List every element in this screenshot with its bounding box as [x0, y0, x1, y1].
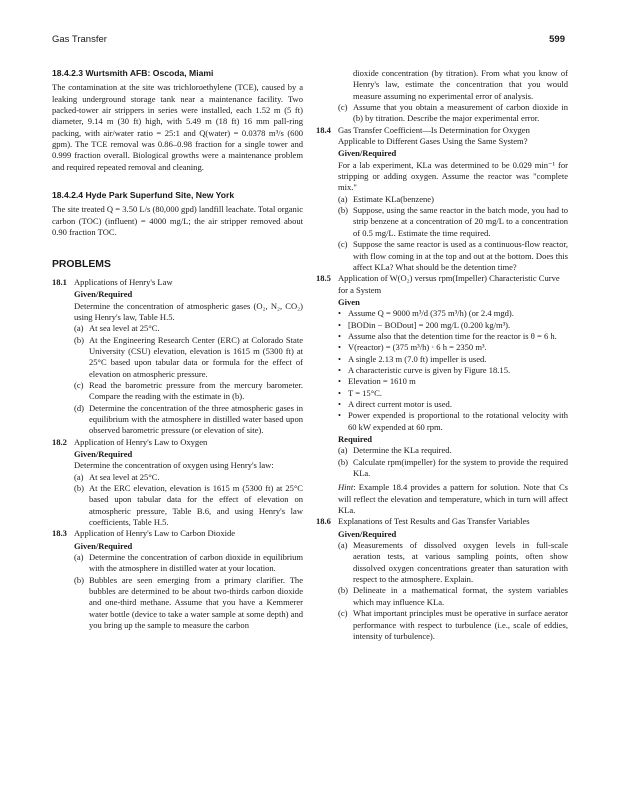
- required-label: Required: [338, 434, 373, 444]
- item-label: (c): [338, 608, 348, 619]
- hint-label: Hint: [338, 482, 354, 493]
- given-label: Given: [338, 296, 360, 307]
- problem-18-3-continued: [316, 68, 568, 125]
- bullet-icon: •: [338, 376, 341, 387]
- given-bullet: [338, 399, 568, 410]
- given-bullet: [338, 365, 568, 376]
- problem-item: [338, 445, 568, 456]
- bullet-text: Elevation = 1610 m: [348, 376, 416, 387]
- given-required-label: Given/Required: [338, 528, 397, 539]
- problem-18-5: [316, 273, 568, 516]
- hint-text: : Example 18.4 provides a pattern for solution. Note that Cs will reflect the elevation and temperature, which in turn will affect KLa.: [338, 482, 568, 516]
- item-text: Determine the concentration of carbon dioxide in equilibrium with the atmosphere in distilled water at your location.: [89, 552, 303, 574]
- bullet-text: Power expended is proportional to the rotational velocity with 60 kW expended at 60 rpm.: [348, 410, 568, 432]
- item-text: What important principles must be operative in surface aerator performance with respect to turbulence (i.e., scale of eddies, intensity of turbulence).: [353, 608, 568, 641]
- bullet-text: [BODin − BODout] = 200 mg/L (0.200 kg/m³).: [348, 319, 511, 330]
- given-required-label: Given/Required: [74, 289, 133, 300]
- item-label: (c): [74, 379, 84, 390]
- item-label: (b): [74, 483, 84, 493]
- given-bullet: [338, 376, 568, 387]
- problems-heading: PROBLEMS: [52, 259, 111, 271]
- problem-18-4: [316, 125, 568, 273]
- item-label: (a): [338, 540, 348, 551]
- bullet-icon: •: [338, 308, 341, 319]
- bullet-text: A direct current motor is used.: [348, 398, 452, 409]
- item-text: Bubbles are seen emerging from a primary clarifier. The bubbles are determined to be about two-thirds carbon dioxide and one-third methane. Assume that you have a Kemmerer water bottle (device to take a water sample at some depth) and you bring up the sample to measure the carbon: [89, 574, 303, 631]
- item-text: Measurements of dissolved oxygen levels in full-scale aeration tests, at various sampling points, often show dissolved oxygen concentrations greater than saturation with respect to the atmosphere. Explain.: [353, 540, 568, 585]
- item-label: (a): [74, 323, 84, 334]
- problem-item: [74, 575, 303, 632]
- problem-item: [74, 472, 303, 483]
- item-label: (a): [338, 193, 348, 204]
- right-column: [316, 68, 568, 642]
- item-text: Determine the KLa required.: [353, 445, 452, 456]
- item-label: (b): [338, 456, 348, 467]
- problem-item: [74, 403, 303, 437]
- item-label: (b): [74, 574, 84, 585]
- problem-title: Gas Transfer Coefficient—Is Determination for Oxygen Applicable to Different Gases Using the Same System?: [338, 124, 530, 147]
- item-label: (d): [74, 402, 84, 413]
- page-number: 599: [549, 34, 565, 45]
- problem-item: [338, 102, 568, 125]
- problem-18-2: [52, 437, 303, 529]
- problem-18-1: [52, 277, 303, 437]
- problem-item: [338, 457, 568, 480]
- item-label: (a): [338, 445, 348, 456]
- problem-item: [338, 205, 568, 239]
- problem-item: [338, 585, 568, 608]
- item-label: (c): [338, 239, 348, 250]
- problem-title: Application of W(O₂) versus rpm(Impeller) Characteristic Curve for a System: [338, 273, 560, 295]
- item-text: Delineate in a mathematical format, the system variables which may influence KLa.: [353, 585, 568, 607]
- bullet-icon: •: [338, 330, 341, 341]
- section-title-wurtsmith: 18.4.2.3 Wurtsmith AFB: Oscoda, Miami: [52, 68, 214, 78]
- item-text: At the Engineering Research Center (ERC) at Colorado State University (CSU) elevation, elevation is 1615 m (5300 ft) at 25°C based upon tabular data or formula for the effect of elevation on atmospheric pressure.: [89, 334, 303, 379]
- given-bullet: [338, 410, 568, 433]
- item-label: (b): [338, 205, 348, 216]
- item-label: (a): [74, 471, 84, 482]
- section-body-hyde-park: The site treated Q = 3.50 L/s (80,000 gpd) landfill leachate. Total organic carbon (TOC) (influent) = 4000 mg/L; the air stripper removed about 0.90 fraction TOC.: [52, 204, 303, 238]
- item-label: (b): [338, 585, 348, 596]
- bullet-text: Assume also that the detention time for the reactor is θ = 6 h.: [348, 330, 557, 341]
- bullet-text: Assume Q = 9000 m³/d (375 m³/h) (or 2.4 mgd).: [348, 308, 514, 319]
- bullet-icon: •: [338, 342, 341, 353]
- item-text: Read the barometric pressure from the mercury barometer. Compare the reading with the estimate in (b).: [89, 379, 303, 402]
- left-column: [52, 68, 303, 631]
- item-text: Assume that you obtain a measurement of carbon dioxide in (b) by titration. Describe the major experimental error.: [353, 102, 568, 124]
- section-body-wurtsmith: The contamination at the site was trichloroethylene (TCE), caused by a leaking underground storage tank near a maintenance facility. Two packed-tower air strippers in series were installed, each 1.52 m (5 ft) diameter, 9.14 m (30 ft) high, with 5.49 m (18 ft) 16 mm pall-ring packing, with air/water ratio = 25:1 and Q(water) = 0.0378 m³/s (600 gpm). The TCE removal was 0.86–0.98 fraction for a single tower and 0.999 fraction overall. Biological growths were a maintenance problem and required repeated removal and cleaning.: [52, 82, 303, 172]
- given-required-label: Given/Required: [74, 540, 133, 551]
- problem-title: Application of Henry's Law to Carbon Dioxide: [74, 528, 236, 539]
- given-bullet: [338, 308, 568, 319]
- problem-item: [338, 194, 568, 205]
- item-text: At sea level at 25°C.: [89, 323, 160, 334]
- bullet-icon: •: [338, 410, 341, 421]
- problem-intro: For a lab experiment, KLa was determined to be 0.029 min⁻¹ for stripping or adding oxygen. Assume the reactor was "complete mix.": [338, 159, 568, 193]
- item-text: At sea level at 25°C.: [89, 471, 160, 482]
- item-label: (b): [74, 334, 84, 345]
- problem-item: [338, 608, 568, 642]
- problem-item: [74, 552, 303, 575]
- bullet-icon: •: [338, 319, 341, 330]
- given-bullet: [338, 331, 568, 342]
- item-text: Determine the concentration of the three atmospheric gases in equilibrium with the atmosphere in distilled water based upon observed barometric pressure (or elevation of site).: [89, 402, 303, 436]
- bullet-text: V(reactor) = (375 m³/h) · 6 h = 2350 m³.: [348, 342, 487, 353]
- bullet-text: A characteristic curve is given by Figure 18.15.: [348, 364, 511, 375]
- problem-number: 18.5: [316, 273, 331, 284]
- running-title: Gas Transfer: [52, 34, 107, 45]
- problem-18-3: [52, 528, 303, 631]
- bullet-icon: •: [338, 364, 341, 375]
- given-bullet: [338, 342, 568, 353]
- problem-title: Applications of Henry's Law: [74, 276, 173, 287]
- problem-item: [74, 323, 303, 334]
- bullet-text: T = 15°C.: [348, 387, 382, 398]
- problem-intro: Determine the concentration of atmospheric gases (O₂, N₂, CO₂) using Henry's law, Table H.5.: [74, 300, 303, 322]
- item-label: (a): [74, 552, 84, 563]
- given-bullet: [338, 388, 568, 399]
- given-bullet: [338, 320, 568, 331]
- problem-18-6: [316, 516, 568, 642]
- item-text-continued: dioxide concentration (by titration). From what you know of Henry's law, estimate the concentration that you would measure assuming no experimental error of analysis.: [353, 68, 568, 101]
- bullet-icon: •: [338, 387, 341, 398]
- problem-title: Explanations of Test Results and Gas Transfer Variables: [338, 516, 530, 527]
- problem-item: [338, 68, 568, 102]
- hint-paragraph: [338, 482, 568, 516]
- item-text: Suppose, using the same reactor in the batch mode, you had to strip benzene at a concentration of 20 mg/L to a concentration of 0.5 mg/L. Estimate the time required.: [353, 205, 568, 238]
- bullet-text: A single 2.13 m (7.0 ft) impeller is used.: [348, 353, 487, 364]
- problem-number: 18.1: [52, 276, 67, 287]
- problem-number: 18.3: [52, 528, 67, 539]
- problem-item: [74, 483, 303, 528]
- item-text: Estimate KLa(benzene): [353, 193, 434, 204]
- given-required-label: Given/Required: [74, 448, 133, 459]
- bullet-icon: •: [338, 398, 341, 409]
- item-label: (c): [338, 102, 348, 113]
- given-required-label: Given/Required: [338, 148, 397, 159]
- item-text: At the ERC elevation, elevation is 1615 m (5300 ft) at 25°C based upon tabular data for the effect of elevation on atmospheric pressure, Table B.6, and using Henry's law coefficients, Table H.5.: [89, 483, 303, 528]
- given-bullet: [338, 354, 568, 365]
- problem-number: 18.2: [52, 436, 67, 447]
- item-text: Suppose the same reactor is used as a continuous-flow reactor, with flow coming in at the top and out at the bottom. Does this affect KLa? What should be the detention time?: [353, 239, 568, 272]
- problem-item: [338, 239, 568, 273]
- problem-number: 18.4: [316, 124, 331, 135]
- bullet-icon: •: [338, 353, 341, 364]
- problem-intro: Determine the concentration of oxygen using Henry's law:: [74, 460, 274, 471]
- problem-item: [74, 380, 303, 403]
- item-text: Calculate rpm(impeller) for the system to provide the required KLa.: [353, 456, 568, 479]
- section-title-hyde-park: 18.4.2.4 Hyde Park Superfund Site, New York: [52, 190, 235, 201]
- problem-item: [74, 335, 303, 380]
- problem-number: 18.6: [316, 516, 331, 527]
- problem-item: [338, 540, 568, 585]
- problem-title: Application of Henry's Law to Oxygen: [74, 436, 208, 447]
